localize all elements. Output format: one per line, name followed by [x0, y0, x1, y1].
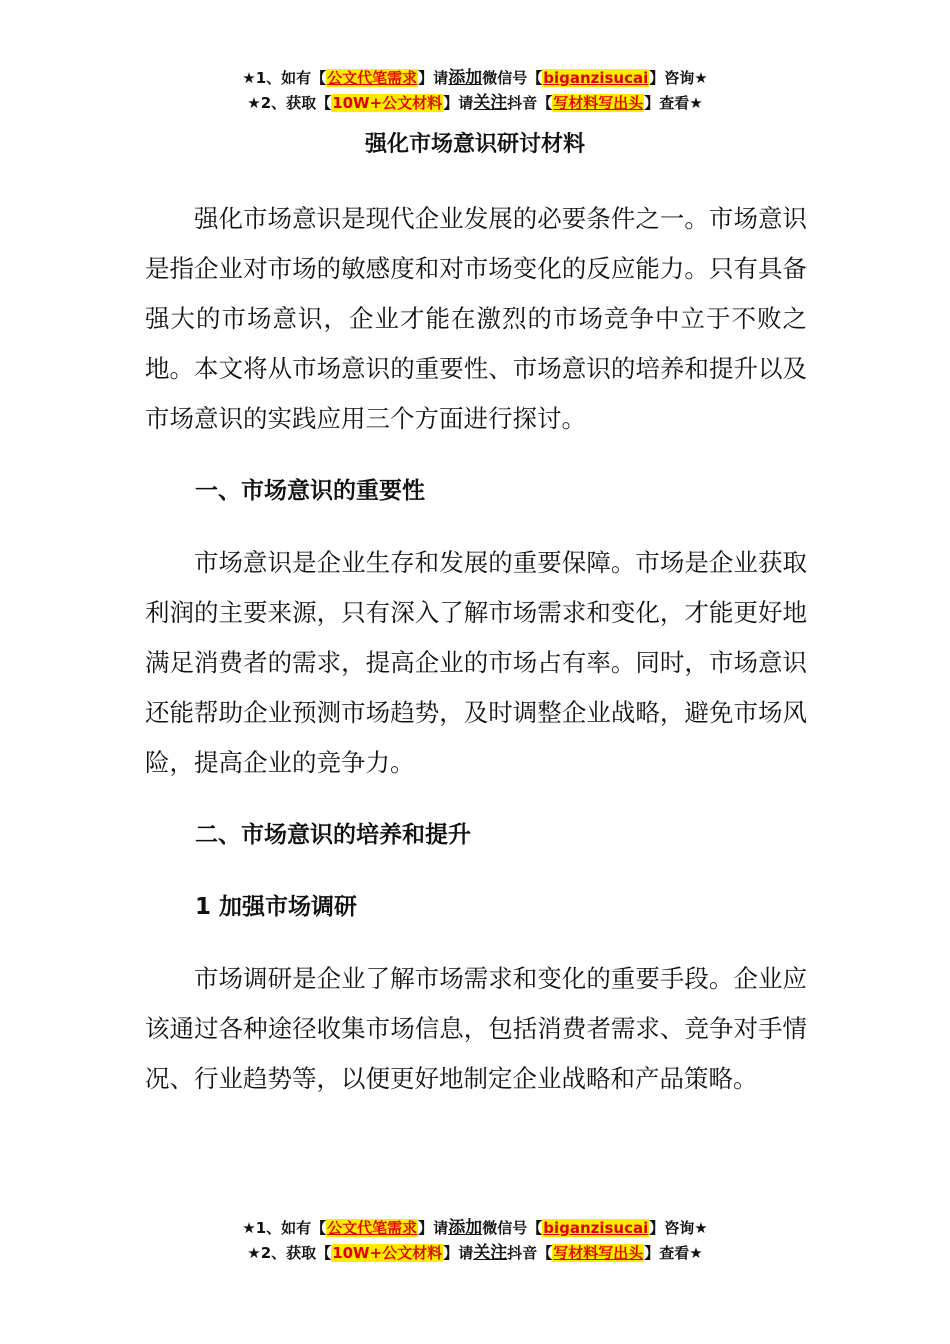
- promo-highlight-service: 公文代笔需求: [327, 1219, 418, 1237]
- promo-line-1: ★1、如有【公文代笔需求】请添加微信号【biganzisucai】咨询★: [242, 68, 708, 88]
- promo-douyin-account[interactable]: 写材料写出头: [553, 1244, 644, 1262]
- promo-wechat-id[interactable]: biganzisucai: [543, 69, 649, 87]
- promo-highlight-service: 公文代笔需求: [327, 69, 418, 87]
- promo-banner-top: [0, 66, 950, 116]
- promo-banner-bottom: [0, 1216, 950, 1266]
- document-title: 强化市场意识研讨材料: [364, 132, 585, 157]
- promo-line-1: ★1、如有【公文代笔需求】请添加微信号【biganzisucai】咨询★: [242, 1218, 708, 1238]
- section-1-heading: 一、市场意识的重要性: [195, 478, 425, 504]
- document-body: [145, 194, 807, 1104]
- section-2-heading: 二、市场意识的培养和提升: [195, 822, 471, 848]
- promo-wechat-id[interactable]: biganzisucai: [543, 1219, 649, 1237]
- section-1-paragraph: 市场意识是企业生存和发展的重要保障。市场是企业获取利润的主要来源，只有深入了解市场需求和变化，才能更好地满足消费者的需求，提高企业的市场占有率。同时，市场意识还能帮助企业预测市场趋势，及时调整企业战略，避免市场风险，提高企业的竞争力。: [145, 548, 807, 777]
- promo-highlight-materials: 10W+公文材料: [332, 94, 443, 112]
- intro-paragraph: 强化市场意识是现代企业发展的必要条件之一。市场意识是指企业对市场的敏感度和对市场变化的反应能力。只有具备强大的市场意识，企业才能在激烈的市场竞争中立于不败之地。本文将从市场意识的重要性、市场意识的培养和提升以及市场意识的实践应用三个方面进行探讨。: [145, 204, 807, 433]
- promo-highlight-materials: 10W+公文材料: [332, 1244, 443, 1262]
- promo-douyin-account[interactable]: 写材料写出头: [553, 94, 644, 112]
- promo-line-2: ★2、获取【10W+公文材料】请关注抖音【写材料写出头】查看★: [247, 1243, 703, 1263]
- subsection-1-paragraph: 市场调研是企业了解市场需求和变化的重要手段。企业应该通过各种途径收集市场信息，包括消费者需求、竞争对手情况、行业趋势等，以便更好地制定企业战略和产品策略。: [145, 964, 807, 1093]
- subsection-1-heading: 1 加强市场调研: [195, 894, 358, 920]
- promo-line-2: ★2、获取【10W+公文材料】请关注抖音【写材料写出头】查看★: [247, 93, 703, 113]
